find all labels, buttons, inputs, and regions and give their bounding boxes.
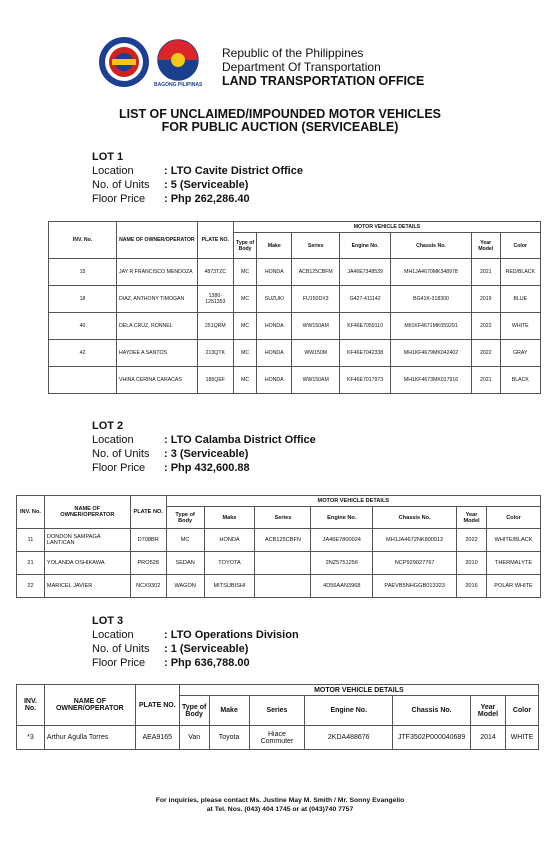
lot-3-info bbox=[92, 614, 299, 670]
cell-color: WHITE bbox=[505, 726, 538, 750]
cell-make: TOYOTA bbox=[204, 552, 255, 575]
header-plate: PLATE NO. bbox=[130, 496, 166, 529]
cell-engine: JA46E7800024 bbox=[311, 529, 373, 552]
cell-engine: G427-411142 bbox=[340, 286, 391, 313]
cell-chassis: PAEVB5NHGGB013323 bbox=[373, 575, 457, 598]
document-title bbox=[0, 108, 560, 134]
header-make: Make bbox=[204, 507, 255, 529]
cell-plate: 251QRM bbox=[197, 313, 233, 340]
lot-number: LOT 2 bbox=[92, 420, 124, 432]
cell-color: BLACK bbox=[500, 367, 540, 394]
units-label: No. of Units bbox=[92, 448, 150, 460]
units-label: No. of Units bbox=[92, 643, 150, 655]
lot-1-info bbox=[92, 150, 303, 206]
cell-chassis: MH1KF4679MK042402 bbox=[391, 340, 472, 367]
cell-color: POLAR WHITE bbox=[487, 575, 541, 598]
cell-plate: 213QTK bbox=[197, 340, 233, 367]
lot-2-table bbox=[16, 495, 541, 598]
header-color: Color bbox=[487, 507, 541, 529]
cell-color: BLUE bbox=[500, 286, 540, 313]
cell-color: RED/BLACK bbox=[500, 259, 540, 286]
seal-caption: BAGONG PILIPINAS bbox=[154, 82, 203, 88]
cell-type: MC bbox=[233, 286, 256, 313]
header-inv: INV. No. bbox=[17, 496, 45, 529]
cell-year: 2019 bbox=[471, 286, 500, 313]
agency-block bbox=[222, 46, 424, 88]
cell-type: MC bbox=[233, 367, 256, 394]
header-engine: Engine No. bbox=[340, 233, 391, 259]
header-type: Type of Body bbox=[166, 507, 204, 529]
header-owner: NAME OF OWNER/OPERATOR bbox=[44, 685, 135, 726]
location-label: Location bbox=[92, 165, 134, 177]
header-owner: NAME OF OWNER/OPERATOR bbox=[117, 222, 198, 259]
cell-type: Van bbox=[179, 726, 209, 750]
location-value: : LTO Cavite District Office bbox=[164, 165, 303, 177]
cell-owner: DONDON SAMPAGA LANTICAN bbox=[44, 529, 130, 552]
office-name: LAND TRANSPORTATION OFFICE bbox=[222, 74, 425, 88]
table-row bbox=[49, 367, 541, 394]
cell-plate: 186QEF bbox=[197, 367, 233, 394]
table-row bbox=[49, 286, 541, 313]
cell-engine: KF46E7042338 bbox=[340, 340, 391, 367]
cell-type: MC bbox=[233, 259, 256, 286]
price-value: : Php 432,600.88 bbox=[164, 462, 250, 474]
table-row bbox=[17, 529, 541, 552]
header-series: Series bbox=[255, 507, 311, 529]
header-plate: PLATE NO. bbox=[135, 685, 179, 726]
cell-owner: YOLANDA OSHIKAWA bbox=[44, 552, 130, 575]
cell-chassis: JTF3502P000040689 bbox=[393, 726, 471, 750]
cell-plate: NCX9302 bbox=[130, 575, 166, 598]
cell-chassis: MH1JA4670MK348978 bbox=[391, 259, 472, 286]
table-row bbox=[49, 259, 541, 286]
footer-line-2: at Tel. Nos. (043) 404 1745 or at (043)740 7757 bbox=[206, 806, 354, 813]
department-name: Department Of Transportation bbox=[222, 60, 381, 74]
header-series: Series bbox=[249, 696, 305, 726]
cell-chassis: MH1KF4673MK017916 bbox=[391, 367, 472, 394]
cell-series: WW150AM bbox=[292, 367, 340, 394]
cell-series: FU150DX3 bbox=[292, 286, 340, 313]
cell-owner: Arthur Agulla Torres bbox=[44, 726, 135, 750]
location-value: : LTO Calamba District Office bbox=[164, 434, 316, 446]
units-value: : 3 (Serviceable) bbox=[164, 448, 249, 460]
cell-color: GRAY bbox=[500, 340, 540, 367]
cell-inv: 18 bbox=[49, 286, 117, 313]
cell-plate: 4873TZC bbox=[197, 259, 233, 286]
header-make: Make bbox=[209, 696, 249, 726]
country-name: Republic of the Philippines bbox=[222, 46, 364, 60]
cell-series: ACB125CBFM bbox=[292, 259, 340, 286]
cell-owner: DELA CRUZ, RONNEL bbox=[117, 313, 198, 340]
header-year: Year Model bbox=[471, 696, 506, 726]
cell-engine: KF46E7017973 bbox=[340, 367, 391, 394]
header-series: Series bbox=[292, 233, 340, 259]
units-value: : 1 (Serviceable) bbox=[164, 643, 249, 655]
table-row bbox=[17, 575, 541, 598]
cell-inv: 22 bbox=[17, 575, 45, 598]
cell-make: SUZUKI bbox=[257, 286, 292, 313]
cell-type: MC bbox=[233, 340, 256, 367]
lot-number: LOT 1 bbox=[92, 151, 124, 163]
cell-make: HONDA bbox=[204, 529, 255, 552]
cell-inv: 40 bbox=[49, 313, 117, 340]
cell-series: Hiace Commuter bbox=[249, 726, 305, 750]
price-label: Floor Price bbox=[92, 193, 146, 205]
cell-make: MITSUBISHI bbox=[204, 575, 255, 598]
cell-engine: 2NZ5751256 bbox=[311, 552, 373, 575]
cell-color: WHITE/BLACK bbox=[487, 529, 541, 552]
header-type: Type of Body bbox=[233, 233, 256, 259]
cell-year: 2014 bbox=[471, 726, 506, 750]
cell-inv: 42 bbox=[49, 340, 117, 367]
cell-make: HONDA bbox=[257, 367, 292, 394]
cell-engine: JA46E7348539 bbox=[340, 259, 391, 286]
cell-series: WW150M bbox=[292, 340, 340, 367]
lot-number: LOT 3 bbox=[92, 615, 124, 627]
price-value: : Php 262,286.40 bbox=[164, 193, 250, 205]
cell-owner: MARICEL JAVIER bbox=[44, 575, 130, 598]
lot-2-info bbox=[92, 419, 316, 475]
header-inv: INV. No. bbox=[17, 685, 45, 726]
location-label: Location bbox=[92, 629, 134, 641]
lot-3-table bbox=[16, 684, 539, 750]
header-make: Make bbox=[257, 233, 292, 259]
cell-type: MC bbox=[166, 529, 204, 552]
cell-series bbox=[255, 575, 311, 598]
cell-owner: JAY R FRANCISCO MENDOZA bbox=[117, 259, 198, 286]
cell-plate: 1380-1251353 bbox=[197, 286, 233, 313]
price-label: Floor Price bbox=[92, 657, 146, 669]
cell-type: WAGON bbox=[166, 575, 204, 598]
cell-inv: *3 bbox=[17, 726, 45, 750]
cell-make: HONDA bbox=[257, 340, 292, 367]
cell-chassis: NCP929027767 bbox=[373, 552, 457, 575]
cell-engine: KF46E7059110 bbox=[340, 313, 391, 340]
table-row bbox=[49, 313, 541, 340]
cell-plate: D708BR bbox=[130, 529, 166, 552]
cell-year: 2022 bbox=[457, 529, 487, 552]
cell-year: 2016 bbox=[457, 575, 487, 598]
cell-make: HONDA bbox=[257, 313, 292, 340]
cell-color: WHITE bbox=[500, 313, 540, 340]
header-color: Color bbox=[500, 233, 540, 259]
cell-year: 2021 bbox=[471, 259, 500, 286]
header-inv: INV. No. bbox=[49, 222, 117, 259]
cell-year: 2010 bbox=[457, 552, 487, 575]
cell-year: 2022 bbox=[471, 340, 500, 367]
cell-inv: 21 bbox=[17, 552, 45, 575]
cell-make: Toyota bbox=[209, 726, 249, 750]
cell-chassis: MH1JA4672NK800012 bbox=[373, 529, 457, 552]
cell-year: 2022 bbox=[471, 313, 500, 340]
letterhead bbox=[96, 36, 516, 92]
cell-inv: 15 bbox=[49, 259, 117, 286]
table-row bbox=[17, 552, 541, 575]
cell-plate: PRO528 bbox=[130, 552, 166, 575]
header-engine: Engine No. bbox=[311, 507, 373, 529]
location-value: : LTO Operations Division bbox=[164, 629, 299, 641]
cell-inv: 11 bbox=[17, 529, 45, 552]
cell-chassis: BG41K-318300 bbox=[391, 286, 472, 313]
header-engine: Engine No. bbox=[305, 696, 393, 726]
header-color: Color bbox=[505, 696, 538, 726]
header-details: MOTOR VEHICLE DETAILS bbox=[233, 222, 540, 233]
cell-type: SEDAN bbox=[166, 552, 204, 575]
table-row bbox=[17, 726, 539, 750]
cell-series: ACB125CBFN bbox=[255, 529, 311, 552]
bagong-pilipinas-seal-icon bbox=[152, 36, 204, 88]
units-label: No. of Units bbox=[92, 179, 150, 191]
cell-owner: HAYDEE A SANTOS bbox=[117, 340, 198, 367]
header-plate: PLATE NO. bbox=[197, 222, 233, 259]
lot-1-table bbox=[48, 221, 541, 394]
header-details: MOTOR VEHICLE DETAILS bbox=[166, 496, 540, 507]
cell-year: 2021 bbox=[471, 367, 500, 394]
header-type: Type of Body bbox=[179, 696, 209, 726]
cell-inv bbox=[49, 367, 117, 394]
cell-owner: VHINA CERINA CARACAS bbox=[117, 367, 198, 394]
table-row bbox=[49, 340, 541, 367]
header-chassis: Chassis No. bbox=[391, 233, 472, 259]
price-value: : Php 636,788.00 bbox=[164, 657, 250, 669]
header-year: Year Model bbox=[457, 507, 487, 529]
header-chassis: Chassis No. bbox=[373, 507, 457, 529]
title-line-2: FOR PUBLIC AUCTION (SERVICEABLE) bbox=[161, 120, 399, 134]
header-owner: NAME OF OWNER/OPERATOR bbox=[44, 496, 130, 529]
location-label: Location bbox=[92, 434, 134, 446]
header-year: Year Model bbox=[471, 233, 500, 259]
cell-engine: 2KDA488676 bbox=[305, 726, 393, 750]
cell-series bbox=[255, 552, 311, 575]
cell-chassis: MII1KF4671MK059291 bbox=[391, 313, 472, 340]
cell-series: WW150AM bbox=[292, 313, 340, 340]
cell-plate: AEA9165 bbox=[135, 726, 179, 750]
cell-make: HONDA bbox=[257, 259, 292, 286]
cell-owner: DIAZ, ANTHONY TIMOGAN bbox=[117, 286, 198, 313]
header-details: MOTOR VEHICLE DETAILS bbox=[179, 685, 538, 696]
cell-engine: 4D56AAN3968 bbox=[311, 575, 373, 598]
cell-type: MC bbox=[233, 313, 256, 340]
footer-contact bbox=[0, 796, 560, 814]
title-line-1: LIST OF UNCLAIMED/IMPOUNDED MOTOR VEHICLES bbox=[119, 107, 441, 121]
units-value: : 5 (Serviceable) bbox=[164, 179, 249, 191]
lto-seal-icon bbox=[98, 36, 150, 88]
header-chassis: Chassis No. bbox=[393, 696, 471, 726]
cell-color: THERMALYTE bbox=[487, 552, 541, 575]
price-label: Floor Price bbox=[92, 462, 146, 474]
footer-line-1: For inquiries, please contact Ms. Justine May M. Smith / Mr. Sonny Evangelio bbox=[155, 797, 405, 804]
